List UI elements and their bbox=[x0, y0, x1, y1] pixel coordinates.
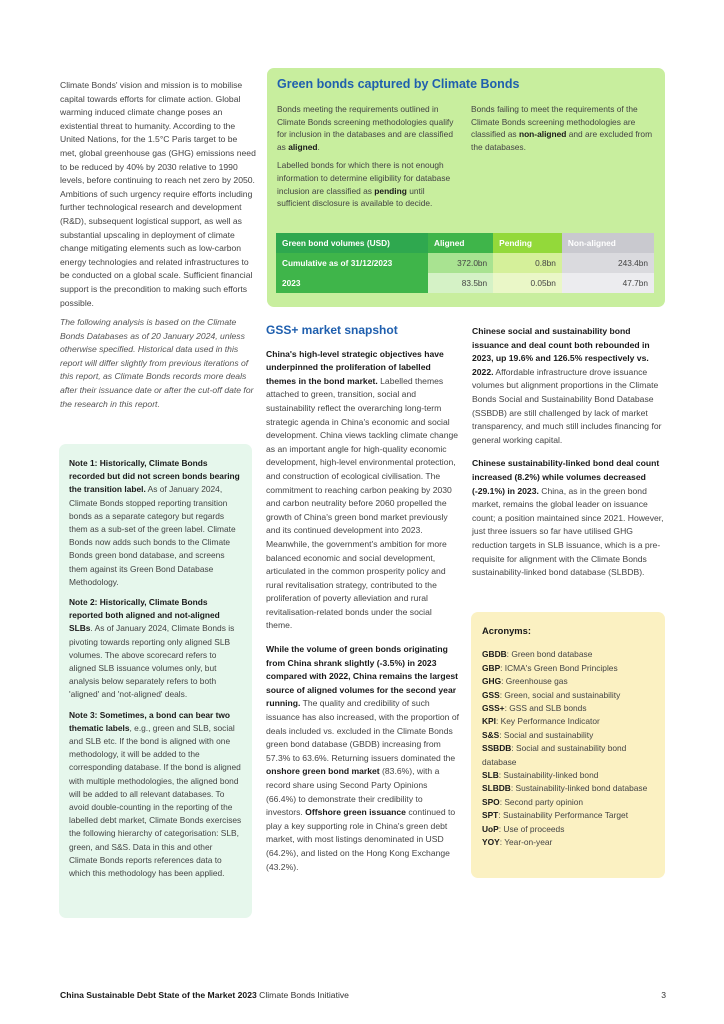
pending-definition: Labelled bonds for which there is not enough information to determine eligibility for database inclusion are classified as pending until sufficient disclosure is available to decide. bbox=[277, 160, 451, 209]
table-cell: 2023 bbox=[276, 273, 428, 293]
list-item: SPO: Second party opinion bbox=[482, 796, 584, 807]
notes-box bbox=[59, 444, 252, 918]
section-title: GSS+ market snapshot bbox=[266, 323, 398, 337]
table-cell: Cumulative as of 31/12/2023 bbox=[276, 253, 428, 273]
list-item: KPI: Key Performance Indicator bbox=[482, 716, 600, 727]
table-header: Aligned bbox=[428, 233, 493, 253]
social-bond-paragraph: Chinese social and sustainability bond issuance and deal count both rebounded in 2023, up 19.6% and 126.5% respectively vs. 2022. Affordable infrastructure drove issuance volumes but alignment proportions in the Climate Bonds Social and Sustainability Bond Database (SSBDB) are still challenged by lack of market transparency, and much still includes financing for general working capital. bbox=[472, 326, 662, 445]
list-item: S&S: Social and sustainability bbox=[482, 729, 594, 740]
snapshot-column bbox=[266, 324, 459, 874]
green-box-right bbox=[471, 103, 655, 210]
list-item: GSS+: GSS and SLB bonds bbox=[482, 703, 587, 714]
note-3: Note 3: Sometimes, a bond can bear two thematic labels, e.g., green and SLB, social and SLB etc. If the bond is aligned with one methodology, it will be added to the corresponding database. If the bond is aligned with multiple methodologies, the aligned bond will be added to all relevant databases. To avoid double-counting in the reporting of the labelled debt market, Climate Bonds exercises the following hierarchy of categorisation: SLB, green, and S&S. Data in this and other Climate Bonds reports references data to which this methodology has been applied. bbox=[69, 709, 242, 879]
acronyms-title: Acronyms: bbox=[482, 625, 531, 636]
analysis-note: The following analysis is based on the Climate Bonds Databases as of 20 January 2024, unless otherwise specified. Historical data used in this report will differ slightly from previous iterations of this report, as Climate Bonds records more deals after their issuance date or after the cut-off date for the research in this report. bbox=[60, 317, 254, 409]
intro-column bbox=[60, 79, 256, 411]
aligned-definition: Bonds meeting the requirements outlined in Climate Bonds screening methodologies qualify for inclusion in the databases and are classified as aligned. bbox=[277, 104, 454, 152]
table-row bbox=[276, 273, 654, 293]
green-box-title: Green bonds captured by Climate Bonds bbox=[277, 77, 520, 91]
table-header: Non-aligned bbox=[562, 233, 654, 253]
table-cell: 372.0bn bbox=[428, 253, 493, 273]
list-item: GSS: Green, social and sustainability bbox=[482, 689, 621, 700]
acronyms-box bbox=[471, 612, 665, 878]
table-cell: 0.8bn bbox=[493, 253, 562, 273]
acronyms-list bbox=[482, 648, 654, 849]
table-cell: 243.4bn bbox=[562, 253, 654, 273]
right-column bbox=[472, 325, 664, 580]
slb-paragraph: Chinese sustainability-linked bond deal count increased (8.2%) while volumes decreased (-29.1%) in 2023. China, as in the green bond market, remains the global leader on issuance count; a position maintained since 2021. However, just three issuers so far have utilised GHG reduction targets in SLB issuance, which is a pre-requisite for alignment with the Climate Bonds sustainability-linked bond database (SLBDB). bbox=[472, 458, 664, 578]
green-bond-volumes-table bbox=[276, 233, 654, 293]
table-cell: 47.7bn bbox=[562, 273, 654, 293]
list-item: GHG: Greenhouse gas bbox=[482, 676, 568, 687]
list-item: GBP: ICMA's Green Bond Principles bbox=[482, 662, 618, 673]
table-header: Green bond volumes (USD) bbox=[276, 233, 428, 253]
list-item: SSBDB: Social and sustainability bond database bbox=[482, 743, 627, 767]
list-item: UoP: Use of proceeds bbox=[482, 823, 565, 834]
table-cell: 83.5bn bbox=[428, 273, 493, 293]
footer-title: China Sustainable Debt State of the Market 2023 bbox=[60, 990, 257, 1000]
list-item: GBDB: Green bond database bbox=[482, 649, 593, 660]
list-item: SLB: Sustainability-linked bond bbox=[482, 770, 599, 781]
snapshot-paragraph-1: China's high-level strategic objectives have underpinned the proliferation of labelled themes in the bond market. Labelled themes attached to green, transition, social and sustainability reflect the overarching long-term strategic agenda in China's economic and social development. China views tackling climate change as an important angle for high-quality economic development, high-level environmental protection, and construction of ecological civilisation. The commitment to reaching carbon peaking by 2030 and carbon neutrality before 2060 propelled the growth of China's green bond market previously and its continued development into 2023. Meanwhile, the government's ambition for more balanced economic and social development, articulated in the common prosperity policy and rural revitalisation strategy, contributed to the proliferation of poverty alleviation and rural revitalisation-related bonds under the social theme. bbox=[266, 348, 459, 631]
intro-paragraph: Climate Bonds' vision and mission is to mobilise capital towards efforts for climate action. Global warming induced climate change poses an existential threat to humanity. According to the United Nations, for the 1.5°C Paris target to be met, global greenhouse gas (GHG) emissions need to be reduced by 40% by 2030 relative to 1990 levels, before continuing to reach net zero by 2050. Ambitions of such urgency require efforts including further technological research and development (R&D), subsequent logistical support, as well as substantial upscaling in deployment of climate change mitigating elements such as low-carbon energy technologies and related infrastructures to be conducted on a global scale. Sufficient financial support is the precondition to making such efforts possible. bbox=[60, 80, 256, 308]
list-item: YOY: Year-on-year bbox=[482, 837, 553, 848]
table-cell: 0.05bn bbox=[493, 273, 562, 293]
note-1: Note 1: Historically, Climate Bonds recorded but did not screen bonds bearing the transition label. As of January 2024, Climate Bonds stopped reporting transition bonds as a separate category but regards them as a sub-set of the green label. Climate Bonds now adds such bonds to the Climate Bonds green bond database, and screens them against its Green Bond Database Methodology. bbox=[69, 458, 240, 587]
table-row bbox=[276, 253, 654, 273]
list-item: SLBDB: Sustainability-linked bond database bbox=[482, 783, 648, 794]
list-item: SPT: Sustainability Performance Target bbox=[482, 810, 629, 821]
footer-org: Climate Bonds Initiative bbox=[259, 990, 349, 1000]
non-aligned-definition: Bonds failing to meet the requirements of the Climate Bonds screening methodologies are classified as non-aligned and are excluded from the databases. bbox=[471, 104, 653, 152]
table-header: Pending bbox=[493, 233, 562, 253]
table-header-row bbox=[276, 233, 654, 253]
page-footer bbox=[60, 990, 666, 1000]
green-box-left bbox=[277, 103, 459, 210]
page-number: 3 bbox=[661, 990, 666, 1000]
snapshot-paragraph-2: While the volume of green bonds originating from China shrank slightly (-3.5%) in 2023 compared with 2022, China remains the largest source of aligned volumes for the second year running. The quality and credibility of such issuance has also increased, with the proportion of deals included vs. excluded in the Climate Bonds green bond database (GBDB) increasing from 57.3% to 63.6%. Returning issuers dominated the onshore green bond market (83.6%), with a record share using Second Party Opinions (66.4%) to demonstrate their credibility to investors. Offshore green issuance continued to play a key supporting role in China's green debt market, with most listings denominated in USD (64.2%), and listed on the Hong Kong Exchange (43.2%). bbox=[266, 644, 459, 872]
note-2: Note 2: Historically, Climate Bonds reported both aligned and not-aligned SLBs. As of January 2024, Climate Bonds is pivoting towards reporting only aligned SLB volumes. The above scorecard refers to aligned SLB issuance volumes only, but analysis below separately refers to both 'aligned' and 'not-aligned' deals. bbox=[69, 597, 235, 700]
